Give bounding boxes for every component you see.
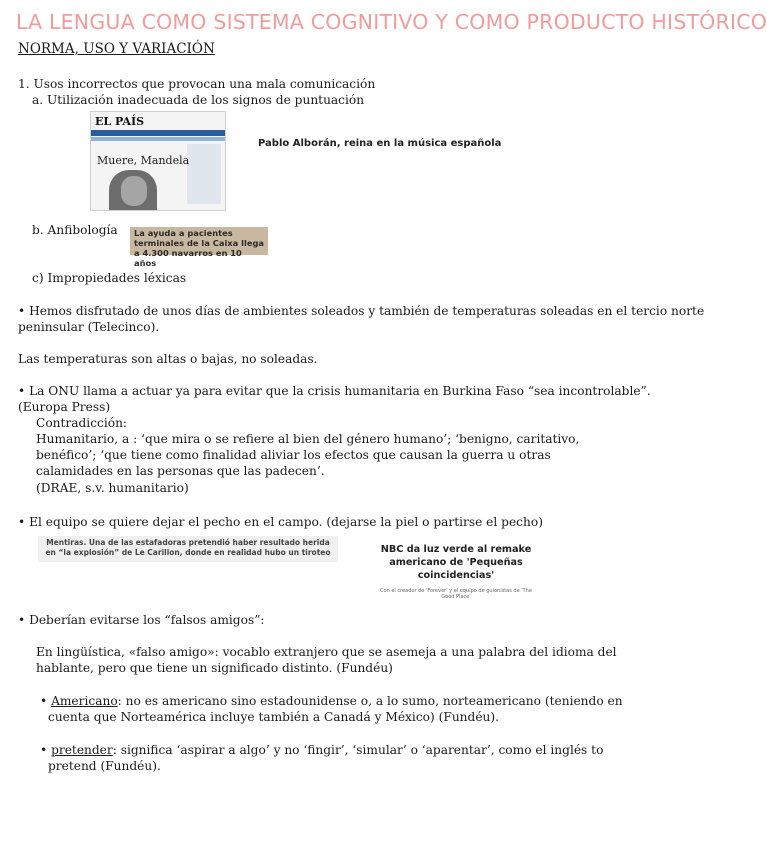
- falsos-def1: En lingüística, «falso amigo»: vocablo extranjero que se asemeja a una palabra del idioma del: [36, 645, 617, 659]
- nbc-clipping: [374, 543, 538, 600]
- mentiras-clipping: Mentiras. Una de las estafadoras pretendió haber resultado herida en “la explosión” de Le Carillon, donde en realidad hubo un tiroteo: [38, 536, 338, 562]
- term-americano: Americano: [51, 694, 118, 708]
- nbc-subtitle: Con el creador de 'Forever' y el equipo de guionistas de 'The Good Place': [380, 588, 532, 600]
- section-heading: 1. Usos incorrectos que provocan una mala comunicación: [18, 77, 376, 91]
- pretender-definition: : significa ‘aspirar a algo’ y no ‘fingir’, ‘simular’ o ‘aparentar’, como el inglés to: [112, 743, 604, 757]
- def-line2: benéfico’; ‘que tiene como finalidad aliviar los efectos que causan la guerra u otras: [36, 448, 551, 462]
- item-b: b. Anfibología: [32, 223, 118, 237]
- bullet: •: [40, 694, 48, 708]
- telecinco-line1: • Hemos disfrutado de unos días de ambientes soleados y también de temperaturas soleadas en el tercio norte: [18, 304, 705, 318]
- nav-bar: [91, 130, 225, 136]
- item-c: c) Impropiedades léxicas: [32, 271, 187, 285]
- telecinco-correction: Las temperaturas son altas o bajas, no soleadas.: [18, 352, 318, 366]
- falsos-def2: hablante, pero que tiene un significado distinto. (Fundéu): [36, 661, 393, 675]
- americano-line2: cuenta que Norteamérica incluye también a Canadá y México) (Fundéu).: [48, 710, 500, 724]
- nav-subbar: [91, 137, 225, 141]
- section-subtitle: NORMA, USO Y VARIACIÓN: [18, 41, 215, 57]
- equipo-line: • El equipo se quiere dejar el pecho en el campo. (dejarse la piel o partirse el pecho): [18, 515, 543, 529]
- onu-line1: • La ONU llama a actuar ya para evitar que la crisis humanitaria en Burkina Faso “sea incontrolable”.: [18, 384, 651, 398]
- elpais-headline: Muere, Mandela: [97, 154, 190, 167]
- page-title: LA LENGUA COMO SISTEMA COGNITIVO Y COMO PRODUCTO HISTÓRICO: [16, 10, 767, 34]
- onu-line2: (Europa Press): [18, 400, 111, 414]
- elpais-screenshot: [90, 111, 226, 211]
- pretender-line2: pretend (Fundéu).: [48, 759, 161, 773]
- contradiction-label: Contradicción:: [36, 416, 128, 430]
- telecinco-line2: peninsular (Telecinco).: [18, 320, 160, 334]
- def-line1: Humanitario, a : ‘que mira o se refiere al bien del género humano’; ‘benigno, caritativo,: [36, 432, 580, 446]
- def-line3: calamidades en las personas que las padecen’.: [36, 464, 325, 478]
- nbc-title: NBC da luz verde al remake americano de 'Pequeñas coincidencias': [380, 544, 532, 581]
- caixa-headline: La ayuda a pacientes terminales de la Caixa llega a 4.300 navarros en 10 años: [130, 227, 268, 255]
- americano-line1: [40, 694, 623, 708]
- falsos-heading: • Deberían evitarse los “falsos amigos”:: [18, 613, 265, 627]
- term-pretender: pretender: [51, 743, 113, 757]
- bullet: •: [40, 743, 48, 757]
- americano-definition: : no es americano sino estadounidense o, a lo sumo, norteamericano (teniendo en: [117, 694, 623, 708]
- mandela-face: [121, 176, 147, 206]
- item-a: a. Utilización inadecuada de los signos de puntuación: [32, 93, 365, 107]
- sidebar-column: [187, 144, 221, 204]
- def-source: (DRAE, s.v. humanitario): [36, 481, 189, 495]
- alboran-headline: Pablo Alborán, reina en la música española: [258, 138, 502, 149]
- pretender-line1: [40, 743, 603, 757]
- elpais-logo: EL PAÍS: [95, 115, 145, 128]
